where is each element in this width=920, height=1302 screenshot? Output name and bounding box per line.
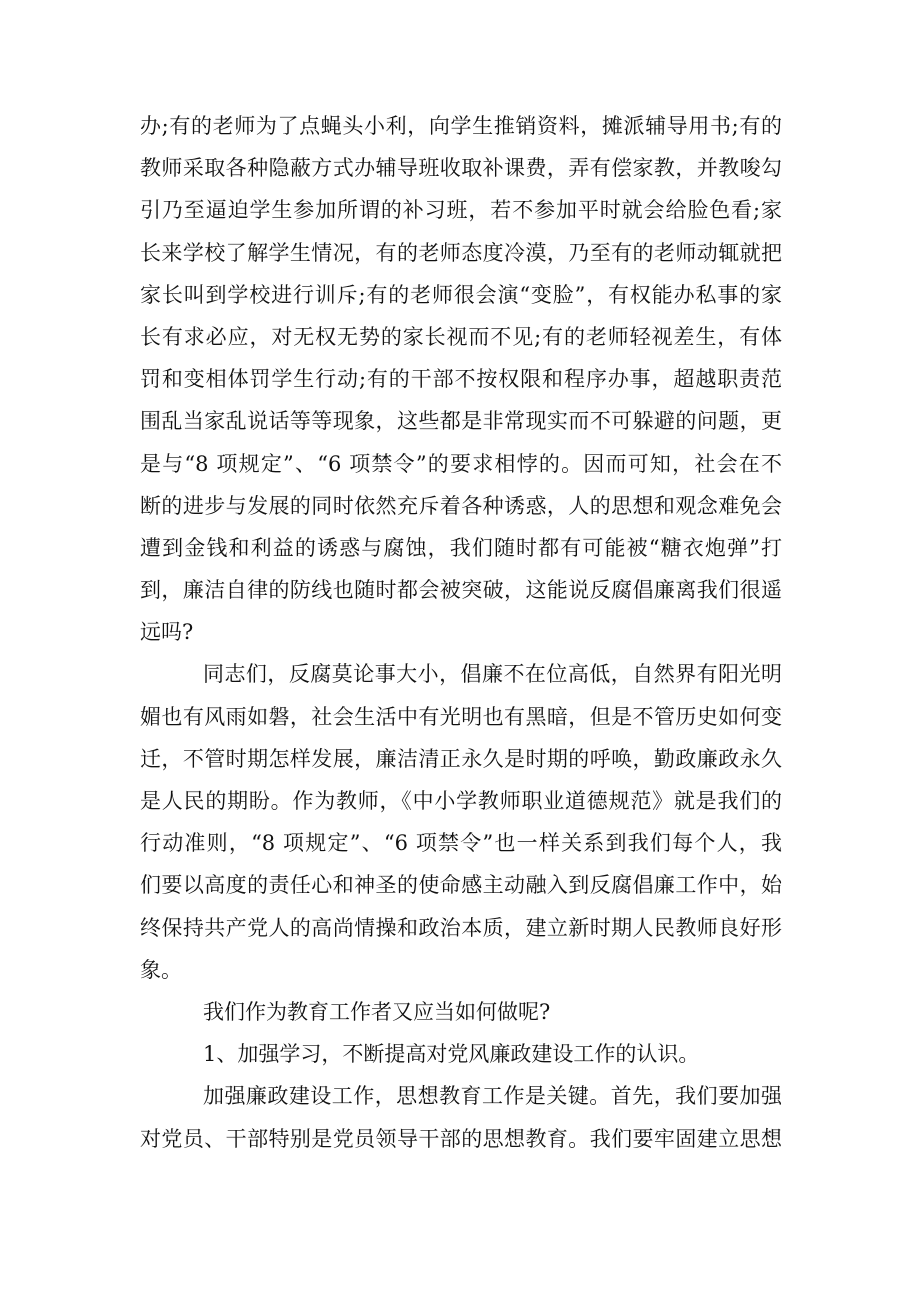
text-line: 引乃至逼迫学生参加所谓的补习班，若不参加平时就会给脸色看;家: [140, 198, 782, 223]
text-line: 罚和变相体罚学生行动;有的干部不按权限和程序办事，超越职责范: [140, 367, 782, 392]
text-line: 断的进步与发展的同时依然充斥着各种诱惑，人的思想和观念难免会: [140, 493, 782, 518]
text-line: 同志们，反腐莫论事大小，倡廉不在位高低，自然界有阳光明: [203, 662, 782, 687]
text-line: 象。: [140, 957, 182, 982]
text-line: 长来学校了解学生情况，有的老师态度冷漠，乃至有的老师动辄就把: [140, 240, 782, 265]
text-line: 围乱当家乱说话等等现象，这些都是非常现实而不可躲避的问题，更: [140, 409, 782, 434]
text-line: 媚也有风雨如磐，社会生活中有光明也有黑暗，但是不管历史如何变: [140, 704, 782, 729]
text-line: 是人民的期盼。作为教师，《中小学教师职业道德规范》就是我们的: [140, 789, 782, 813]
text-line: 远吗?: [140, 620, 194, 645]
text-line: 1、加强学习，不断提高对党风廉政建设工作的认识。: [203, 1042, 700, 1067]
text-line: 家长叫到学校进行训斥;有的老师很会演“变脸”，有权能办私事的家: [140, 282, 782, 307]
text-line: 们要以高度的责任心和神圣的使命感主动融入到反腐倡廉工作中，始: [140, 873, 782, 898]
text-line: 加强廉政建设工作，思想教育工作是关键。首先，我们要加强: [203, 1084, 782, 1109]
text-line: 教师采取各种隐蔽方式办辅导班收取补课费，弄有偿家教，并教唆勾: [140, 156, 782, 181]
text-line: 办;有的老师为了点蝇头小利，向学生推销资料，摊派辅导用书;有的: [140, 114, 782, 138]
text-line: 遭到金钱和利益的诱惑与腐蚀，我们随时都有可能被“糖衣炮弹”打: [140, 535, 782, 560]
text-line: 行动准则，“8 项规定”、“6 项禁令”也一样关系到我们每个人，我: [140, 831, 782, 856]
text-line: 长有求必应，对无权无势的家长视而不见;有的老师轻视差生，有体: [140, 324, 782, 349]
text-line: 我们作为教育工作者又应当如何做呢?: [203, 999, 551, 1024]
text-line: 终保持共产党人的高尚情操和政治本质，建立新时期人民教师良好形: [140, 915, 782, 940]
text-line: 是与“8 项规定”、“6 项禁令”的要求相悖的。因而可知，社会在不: [140, 451, 782, 476]
text-line: 到，廉洁自律的防线也随时都会被突破，这能说反腐倡廉离我们很遥: [140, 578, 782, 603]
text-line: 迁，不管时期怎样发展，廉洁清正永久是时期的呼唤，勤政廉政永久: [140, 746, 782, 771]
body-text: [140, 105, 782, 1160]
text-line: 对党员、干部特别是党员领导干部的思想教育。我们要牢固建立思想: [140, 1126, 782, 1151]
